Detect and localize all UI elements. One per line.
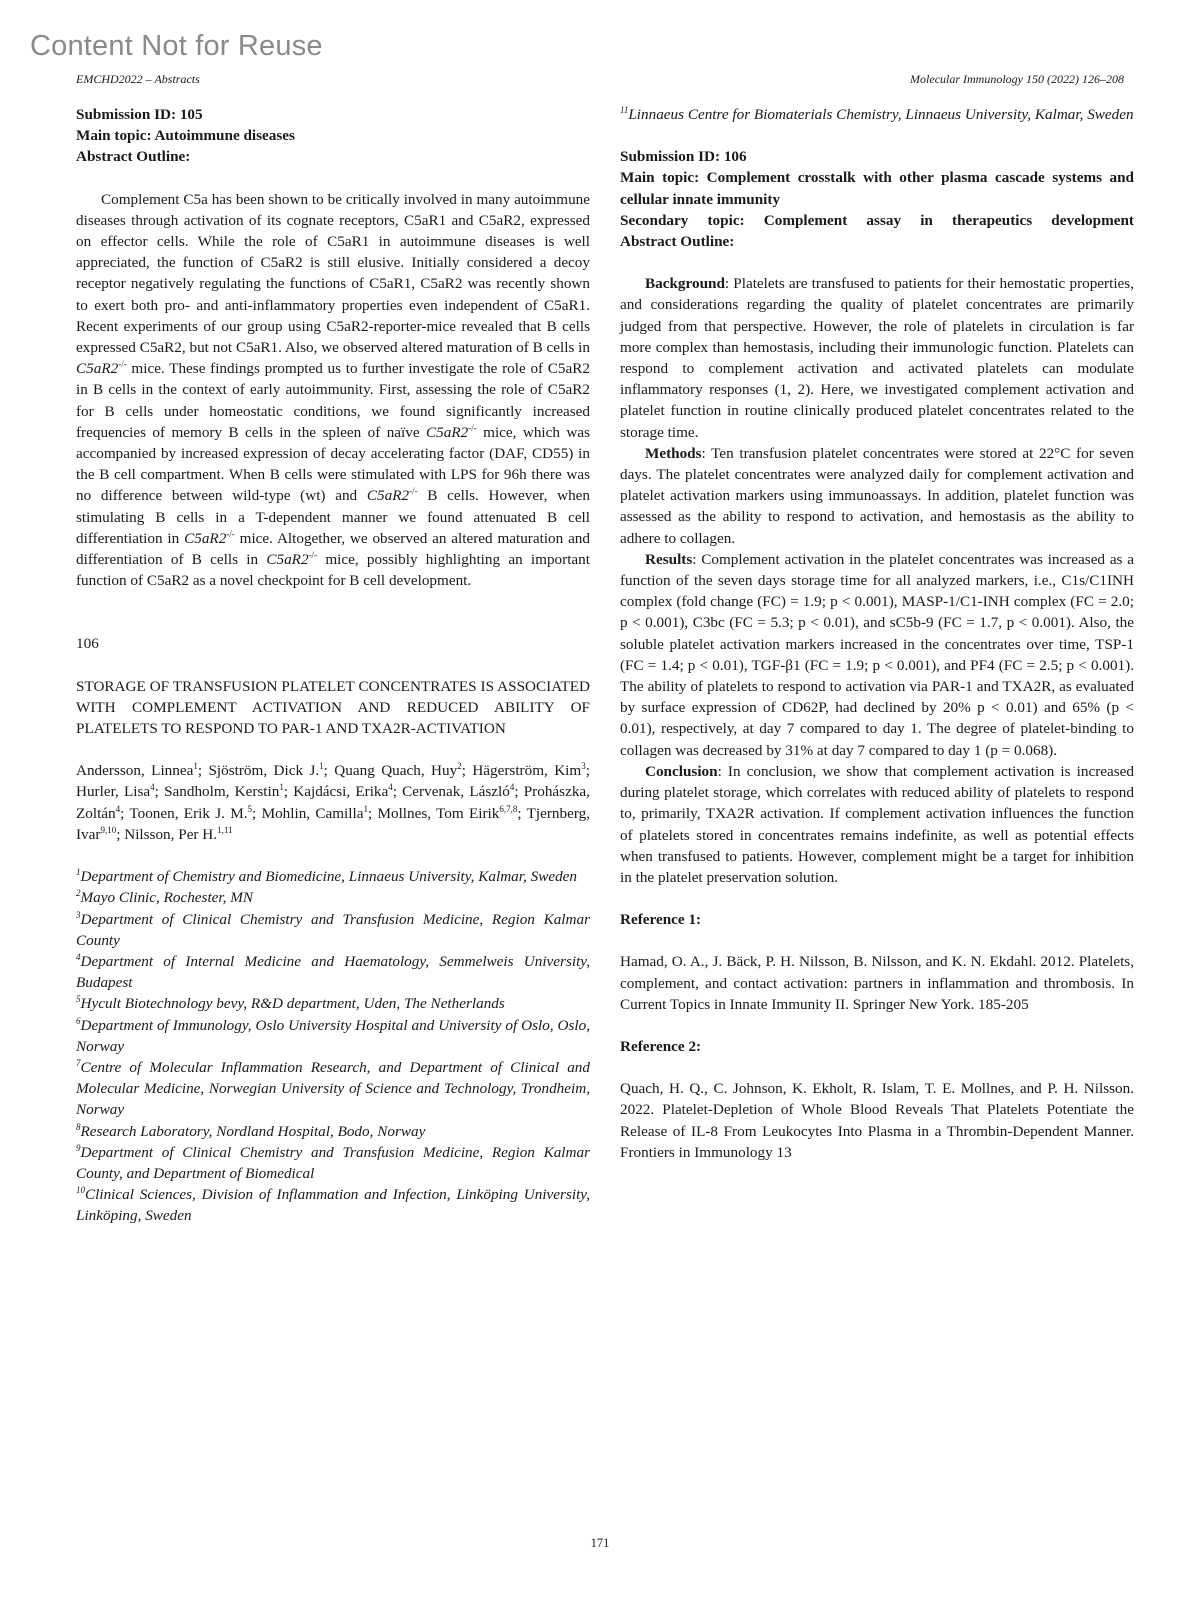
affiliation-item: $^1$Department of Chemistry and Biomedicine, Linnaeus University, Kalmar, Sweden (76, 867, 577, 886)
main-topic-106: Main topic: Complement crosstalk with other plasma cascade systems and cellular innate immunity (620, 169, 1134, 208)
author: Kajdácsi, Erika$^4$ (293, 782, 393, 801)
submission-id: Submission ID: 105 (76, 106, 203, 123)
main-topic: Main topic: Autoimmune diseases (76, 127, 295, 145)
affiliation-item: $^8$Research Laboratory, Nordland Hospital, Bodo, Norway (76, 1121, 426, 1140)
page-number: 171 (590, 1536, 610, 1550)
running-header-right: Molecular Immunology 150 (2022) 126–208 (910, 72, 1124, 86)
author: Sjöström, Dick J.$^1$ (208, 761, 324, 780)
affiliation-item: $^2$Mayo Clinic, Rochester, MN (76, 888, 254, 907)
watermark: Content Not for Reuse (30, 30, 323, 62)
left-column (76, 104, 590, 1227)
abstract-outline-label-106: Abstract Outline: (620, 233, 735, 251)
affiliation-item: $^3$Department of Clinical Chemistry and Transfusion Medicine, Region Kalmar County (76, 909, 590, 949)
author: Mohlin, Camilla$^1$ (261, 803, 368, 822)
reference-2-label: Reference 2: (620, 1037, 702, 1055)
reference-1: Hamad, O. A., J. Bäck, P. H. Nilsson, B. Nilsson, and K. N. Ekdahl. 2012. Platelets, complement, and contact activation: partners in inflammation and thrombosis. In Current Topics in Innate Immunity II. Springer New York. 185-205 (620, 953, 1134, 1013)
author: Quang Quach, Huy$^2$ (334, 761, 462, 780)
abstract-105-body: Complement C5a has been shown to be critically involved in many autoimmune diseases through activation of its cognate receptors, C5aR1 and C5aR2, expressed on effector cells. While the role of C5aR1 in autoimmune diseases is well appreciated, the function of C5aR2 is still elusive. Initially considered a decoy receptor negatively regulating the functions of C5aR1, C5aR2 was recently shown to exert both pro- and anti-inflammatory properties even independent of C5aR1. Recent experiments of our group using C5aR2-reporter-mice revealed that B cells expressed C5aR2, but not C5aR1. Also, we observed altered maturation of B cells in C5aR2-/- mice. These findings prompted us to further investigate the role of C5aR2 in B cells in the context of early autoimmunity. First, assessing the role of C5aR2 for B cells under homeostatic conditions, we found significantly increased frequencies of memory B cells in the spleen of naïve C5aR2-/- mice, which was accompanied by increased expression of decay accelerating factor (DAF, CD55) in the B cell compartment. When B cells were stimulated with LPS for 96h there was no difference between wild-type (wt) and C5aR2-/- B cells. However, when stimulating B cells in a T-dependent manner we found attenuated B cell differentiation in C5aR2-/- mice. Altogether, we observed an altered maturation and differentiation of B cells in C5aR2-/- mice, possibly highlighting an important function of C5aR2 as a novel checkpoint for B cell development. (76, 190, 590, 590)
methods-paragraph: Methods: Ten transfusion platelet concentrates were stored at 22°C for seven days. The platelet concentrates were analyzed daily for complement activation and platelet activation markers using immunoassays. In addition, platelet function was assessed as the ability to respond to activation, and hemostasis as the ability to adhere to collagen. (620, 444, 1134, 547)
results-paragraph: Results: Complement activation in the platelet concentrates was increased as a function of the seven days storage time for all analyzed markers, i.e., C1s/C1INH complex (fold change (FC) = 1.9; p < 0.001), MASP-1/C1-INH complex (FC = 2.0; p < 0.001), C3bc (FC = 5.3; p < 0.01), and sC5b-9 (FC = 1.7, p < 0.001). Also, the soluble platelet activation markers increased in the concentrates over time, TSP-1 (FC = 1.4; p < 0.01), TGF-β1 (FC = 1.9; p < 0.001), and PF4 (FC = 2.5; p < 0.001). The ability of platelets to respond to activation via PAR-1 and TXA2R, as evaluated by surface expression of CD62P, had declined by 20% p < 0.01) and 65% (p < 0.01), respectively, at day 7 compared to day 1. The degree of platelet-binding to collagen was decreased by 31% at day 7 compared to day 1 (p = 0.068). (620, 550, 1134, 759)
affiliation-item: $^5$Hycult Biotechnology bevy, R&D department, Uden, The Netherlands (76, 994, 505, 1013)
abstract-title: STORAGE OF TRANSFUSION PLATELET CONCENTRATES IS ASSOCIATED WITH COMPLEMENT ACTIVATION AND REDUCED ABILITY OF PLATELETS TO RESPOND TO PAR-1 AND TXA2R-ACTIVATION (76, 677, 590, 738)
author: Andersson, Linnea$^1$ (76, 761, 198, 780)
submission-id-106: Submission ID: 106 (620, 148, 747, 166)
right-column (620, 104, 1134, 1163)
affiliation-item: $^9$Department of Clinical Chemistry and Transfusion Medicine, Region Kalmar County, and Department of Biomedical (76, 1142, 590, 1182)
author: Nilsson, Per H.$^{1,11}$ (124, 824, 233, 843)
author: Hurler, Lisa$^4$ (76, 782, 155, 801)
abstract-outline-label: Abstract Outline: (76, 148, 191, 166)
background-paragraph: Background: Platelets are transfused to patients for their hemostatic properties, and considerations regarding the quality of platelet concentrates are primarily judged from that perspective. However, the role of platelets in circulation is far more complex than hemostasis, including their immunologic function. Platelets can respond to complement activation and activated platelets can modulate inflammatory responses (1, 2). Here, we investigated complement activation and platelet function in routine clinically produced platelet concentrates related to the storage time. (620, 275, 1134, 441)
affiliation-item: $^{10}$Clinical Sciences, Division of Inflammation and Infection, Linköping University, Linköping, Sweden (76, 1185, 590, 1225)
conclusion-paragraph: Conclusion: In conclusion, we show that complement activation is increased during platelet storage, which correlates with reduced ability of platelets to respond to, primarily, TXA2R activation. If complement activation influences the function of platelets stored in concentrates remains indefinite, as well as potential effects when transfused to patients. However, complement might be a target for inhibition in the platelet preservation solution. (620, 762, 1134, 886)
author: Hägerström, Kim$^3$ (472, 761, 586, 780)
author: Prohászka, Zoltán$^4$ (76, 783, 590, 822)
affiliation-item: $^7$Centre of Molecular Inflammation Research, and Department of Clinical and Molecular Medicine, Norwegian University of Science and Technology, Trondheim, Norway (76, 1057, 590, 1119)
author: Tjernberg, Ivar$^{9,10}$ (76, 804, 590, 843)
affiliation-item: $^4$Department of Internal Medicine and Haematology, Semmelweis University, Budapest (76, 951, 590, 992)
author: Sandholm, Kerstin$^1$ (164, 782, 284, 801)
author: Cervenak, László$^4$ (402, 782, 515, 801)
secondary-topic-106: Secondary topic: Complement assay in therapeutics development (620, 211, 1134, 229)
reference-1-label: Reference 1: (620, 911, 702, 929)
author-list: Andersson, Linnea$^1$; Sjöström, Dick J.$^1$; Quang Quach, Huy$^2$; Hägerström, Kim$^3$; Hurler, Lisa$^4$; Sandholm, Kerstin$^1$; Kajdácsi, Erika$^4$; Cervenak, László$^4$; Prohászka, Zoltán$^4$; Toonen, Erik J. M.$^5$; Mohlin, Camilla$^1$; Mollnes, Tom Eirik$^{6,7,8}$; Tjernberg, Ivar$^{9,10}$; Nilsson, Per H.$^{1,11}$ (76, 761, 590, 843)
affiliation-list (76, 866, 590, 1226)
reference-2: Quach, H. Q., C. Johnson, K. Ekholt, R. Islam, T. E. Mollnes, and P. H. Nilsson. 2022. Platelet-Depletion of Whole Blood Reveals That Platelets Potentiate the Release of IL-8 From Leukocytes Into Plasma in a Thrombin-Dependent Manner. Frontiers in Immunology 13 (620, 1080, 1134, 1161)
abstract-number: 106 (76, 635, 99, 653)
author: Toonen, Erik J. M.$^5$ (129, 803, 253, 822)
author: Mollnes, Tom Eirik$^{6,7,8}$ (377, 803, 518, 822)
affiliation-11: $^{11}$Linnaeus Centre for Biomaterials Chemistry, Linnaeus University, Kalmar, Sweden (620, 104, 1134, 123)
running-header-left: EMCHD2022 – Abstracts (76, 72, 200, 86)
affiliation-item: $^6$Department of Immunology, Oslo University Hospital and University of Oslo, Oslo, Norway (76, 1015, 590, 1055)
